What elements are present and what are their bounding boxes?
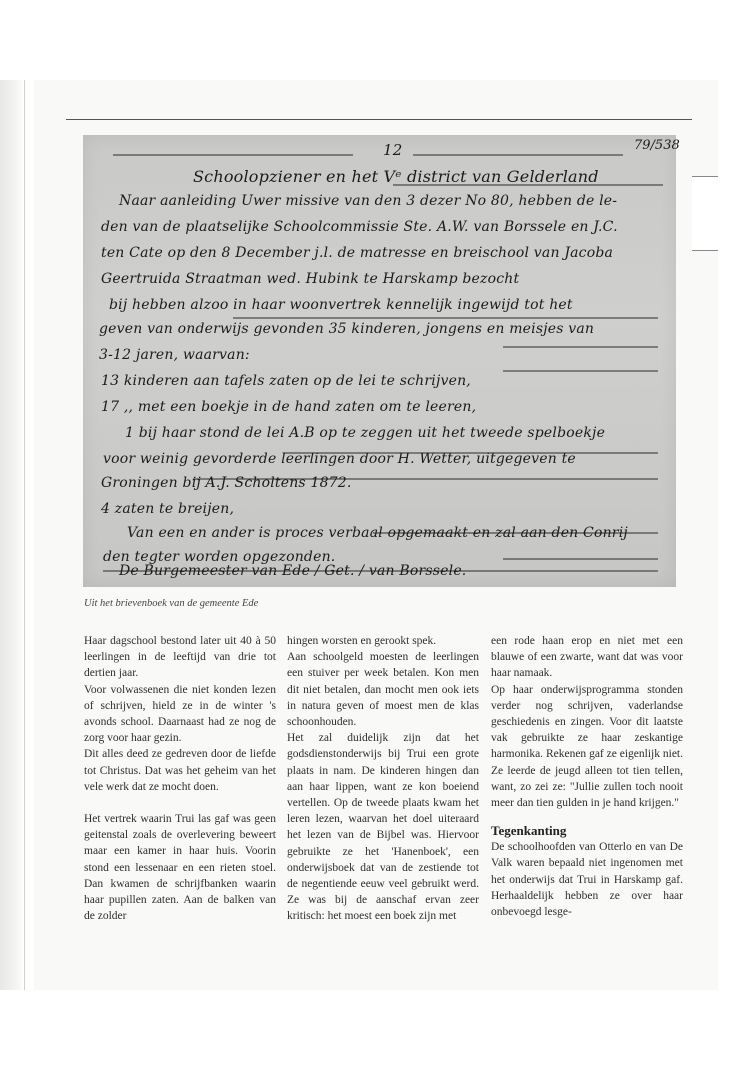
- letter-line: 3-12 jaren, waarvan:: [99, 347, 250, 363]
- paragraph: Het vertrek waarin Trui las gaf was geen geitenstal zoals de overlevering beweert maar een kamer in haar huis. Voorin stond een lessenaar en een rieten stoel. Dan kwamen de schrijfbanken waarin haar pupillen zaten. Aan de balken van de zolder: [84, 813, 276, 923]
- book-gutter: [0, 80, 22, 990]
- gutter-edge: [24, 80, 25, 990]
- paragraph: Het zal duidelijk zijn dat het godsdienstonderwijs bij Trui een grote plaats in nam. De kinderen hingen dan aan haar lippen, want ze kon boeiend vertellen. Op de tweede plaats kwam het leren lezen, waarvan het doel uiteraard het lezen van de Bijbel was. Hiervoor gebruikte ze het 'Hanenboek', een onderwijsboek dat van de zestiende tot de negentiende eeuw veel gebruikt werd. Ze was bij de aanschaf ervan zeer kritisch: het moest een boek zijn met: [287, 732, 479, 923]
- letter-line: voor weinig gevorderde leerlingen door H. Wetter, uitgegeven te: [103, 451, 576, 467]
- paragraph: Aan schoolgeld moesten de leerlingen een stuiver per week betalen. Kon men dit niet betalen, dan mocht men ook iets in natura geven of moest men de klas schoonhouden.: [287, 651, 479, 729]
- paragraph: een rode haan erop en niet met een blauwe of een zwarte, want dat was voor haar namaak.: [491, 635, 683, 680]
- paragraph: Op haar onderwijsprogramma stonden verder nog schrijven, vaderlandse geschiedenis en zingen. Voor dit laatste vak gebruikte ze haar zeskantige harmonika. Rekenen gaf ze eigenlijk niet. Ze leerde de jeugd alleen tot tien tellen, want, zo zei ze: "Jullie zullen toch nooit meer dan tien gulden in je hand krijgen.": [491, 683, 683, 810]
- letter-line: Van een en ander is proces verbaal opgemaakt en zal aan den Conrij: [127, 525, 628, 541]
- page-tab-upper: [692, 80, 718, 176]
- image-caption: Uit het brievenboek van de gemeente Ede: [84, 598, 259, 609]
- text-column-3: [491, 633, 683, 920]
- letter-line: bij hebben alzoo in haar woonvertrek kennelijk ingewijd tot het: [109, 297, 573, 313]
- letter-line: den van de plaatselijke Schoolcommissie Ste. A.W. van Borssele en J.C.: [101, 219, 618, 235]
- letter-line: 13 kinderen aan tafels zaten op de lei te schrijven,: [101, 373, 471, 389]
- thumb-index-notch: [692, 176, 738, 250]
- letter-line: 17 ,, met een boekje in de hand zaten om te leeren,: [101, 399, 477, 415]
- paragraph: Haar dagschool bestond later uit 40 à 50 leerlingen in de leeftijd van drie tot dertien jaar.: [84, 635, 276, 680]
- letter-line: den tegter worden opgezonden.: [103, 549, 336, 565]
- letter-line: 1 bij haar stond de lei A.B op te zeggen uit het tweede spelboekje: [125, 425, 606, 441]
- paragraph: De schoolhoofden van Otterlo en van De Valk waren bepaald niet ingenomen met het onderwijs dat Trui in Harskamp gaf. Herhaaldelijk hebben ze over haar onbevoegd lesge-: [491, 841, 683, 919]
- letter-corner-annotation: 79/538: [634, 138, 680, 153]
- page-tab-lower: [692, 250, 718, 990]
- header-rule: [66, 119, 692, 120]
- letter-line: ten Cate op den 8 December j.l. de matresse en breischool van Jacoba: [101, 245, 614, 261]
- letter-line: 4 zaten te breijen,: [101, 501, 235, 517]
- letter-line: Naar aanleiding Uwer missive van den 3 dezer No 80, hebben de le-: [119, 193, 618, 209]
- notch-rule-top: [692, 176, 718, 177]
- letter-number: 12: [383, 141, 403, 159]
- handwritten-letter-image: [83, 135, 676, 587]
- letter-line: Groningen bij A.J. Scholtens 1872.: [101, 475, 352, 491]
- letter-line: geven van onderwijs gevonden 35 kinderen, jongens en meisjes van: [99, 321, 595, 337]
- text-column-1: [84, 633, 276, 924]
- paragraph: hingen worsten en gerookt spek.: [287, 635, 437, 647]
- section-heading: Tegenkanting: [491, 823, 567, 839]
- paragraph: Dit alles deed ze gedreven door de liefde tot Christus. Dat was het geheim van het vele werk dat ze mocht doen.: [84, 748, 276, 793]
- letter-line: Schoolopziener en het Vᵉ district van Gelderland: [193, 167, 599, 186]
- notch-rule-bottom: [692, 250, 718, 251]
- paragraph: Voor volwassenen die niet konden lezen of schrijven, hield ze in de winter 's avonds school. Daarnaast had ze nog de zorg voor haar gezin.: [84, 683, 276, 745]
- letter-line: Geertruida Straatman wed. Hubink te Harskamp bezocht: [101, 271, 520, 287]
- text-column-2: [287, 633, 479, 925]
- letter-line: De Burgemeester van Ede / Get. / van Borssele.: [119, 563, 467, 579]
